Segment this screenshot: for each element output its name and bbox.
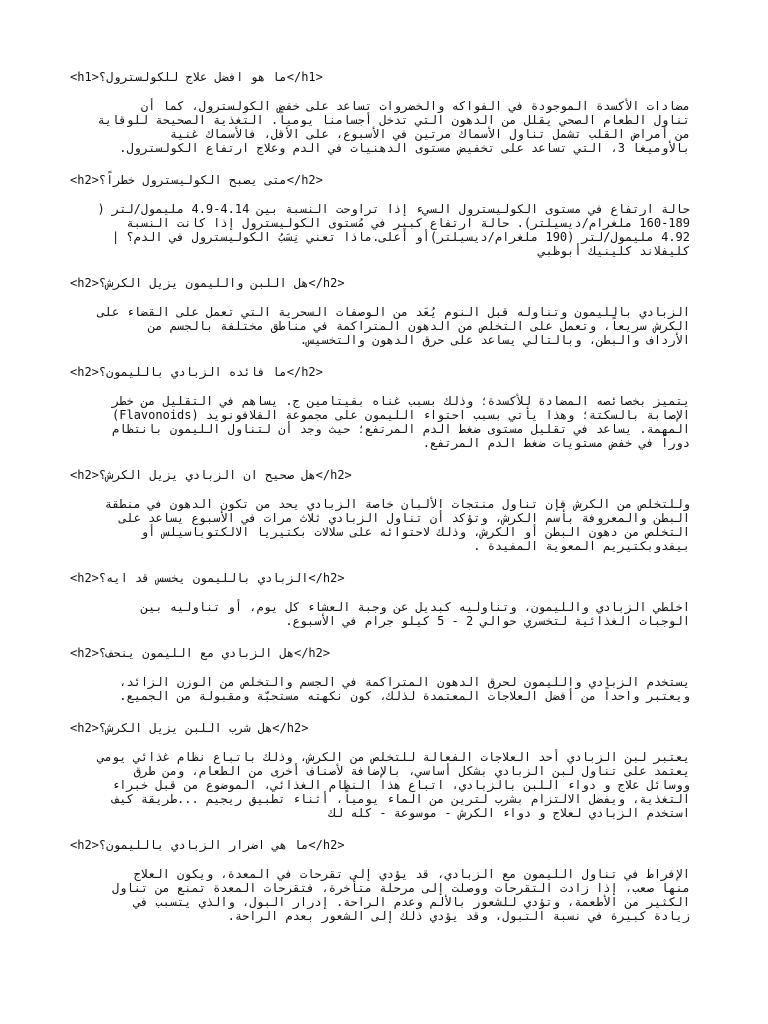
paragraph-line: الكثير من الأطعمة، وتؤدي للشعور بالألم وعدم الراحة. إدرار البول، والذي يتسبب في [133, 895, 690, 909]
section-heading: <h2>الزبادي بالليمون يخسس قد ايه؟</h2> [70, 571, 345, 585]
paragraph-line: يتميز بخصائصه المضادة للأكسدة؛ وذلك بسبب غناه بفيتامين ج. يساهم في التقليل من خطر [112, 394, 690, 408]
section-paragraph [70, 394, 690, 450]
section-paragraph [70, 675, 690, 703]
paragraph-line: التغذية، ويفضل الالتزام بشرب لترين من الماء يومياً، أثناء تطبيق ريجيم ...طريقة كيف [112, 792, 690, 806]
section-heading: <h2>ما فائده الزبادي بالليمون؟</h2> [70, 365, 323, 379]
paragraph-line: 160-189 ملغرام/ديسيلتر). حالة ارتفاع كبير في مُستوى الكوليسترول إذا كانت النسبة [126, 216, 690, 230]
paragraph-line: المهمة. يساعد في تقليل مستوى ضغط الدم المرتفع؛ حيث وجد أن لتناول الليمون بانتظام [112, 422, 690, 436]
section-yogurt-belly-truth [70, 468, 690, 553]
section-weight-loss-amount [70, 571, 690, 628]
section-heading: <h2>متى يصبح الكوليسترول خطراً؟</h2> [70, 173, 323, 187]
section-heading: <h2>هل صحيح ان الزبادي يزيل الكرش؟</h2> [70, 468, 352, 482]
paragraph-line: وللتخلص من الكرش فإن تناول منتجات الألبان خاصة الزبادي يحد من تكون الدهون في منطقة [104, 497, 690, 511]
paragraph-line: الأرداف والبطن، وبالتالي يساعد على حرق الدهون والتخسيس. [299, 333, 690, 347]
section-yogurt-lemon-slimming [70, 646, 690, 703]
paragraph-line: ووسائل علاج و دواء اللبن بالزبادي، اتباع هذا النظام الغذائي، الموضوع من قبل خبراء [112, 778, 690, 792]
paragraph-line: دوراً في خفض مستويات ضغط الدم المرتفع. [422, 436, 690, 450]
section-paragraph [70, 497, 690, 553]
paragraph-line: يستخدم الزبادي والليمون لحرق الدهون المتراكمة في الجسم والتخلص من الوزن الزائد، [119, 675, 690, 689]
section-paragraph [70, 202, 690, 258]
paragraph-line: يعتمد على تناول لبن الزبادي بشكل أساسي، بالإضافة لأصناف أخرى من الطعام، ومن طرق [133, 764, 690, 778]
section-paragraph [70, 600, 690, 628]
paragraph-line: يعتبر لبن الزبادي أحد العلاجات الفعالة للتخلص من الكرش، وذلك باتباع نظام غذائي يومي [97, 750, 690, 764]
section-yogurt-lemon-benefits [70, 365, 690, 450]
section-paragraph [70, 867, 690, 923]
section-paragraph [70, 750, 690, 820]
paragraph-line: بالأوميغا 3، التي تساعد على تخفيض مستوى الدهنيات في الدم وعلاج ارتفاع الكولسترول. [119, 141, 690, 155]
paragraph-line: البطن والمعروفة بأسم الكرش، وتؤكد أن تناول الزبادي ثلاث مرات في الأسبوع يساعد على [119, 511, 690, 525]
paragraph-line: الإصابة بالسكتة؛ وهذا يأتي بسبب احتواء الليمون على مجموعة الفلافونويد (Flavonoids) [112, 408, 690, 422]
section-heading: <h2>هل الزبادي مع الليمون ينحف؟</h2> [70, 646, 331, 660]
section-yogurt-lemon-harms [70, 838, 690, 923]
paragraph-line: استخدم الزبادي لعلاج و دواء الكرش - موسوعة - كله لك [328, 806, 690, 820]
paragraph-line: الإفراط في تناول الليمون مع الزبادي، قد يؤدي إلى تقرحات في المعدة، ويكون العلاج [133, 867, 690, 881]
document-page [70, 70, 690, 923]
paragraph-line: تناول الطعام الصحي يقلل من الدهون التي تدخل أجسامنا يومياً. التغذية الصحيحة للوقاية [97, 113, 690, 127]
paragraph-line: منها صعب، إذا زادت التقرحات ووصلت إلى مرحلة متأخرة، فتقرحات المعدة تمنع من تناول [112, 881, 690, 895]
paragraph-line: مضادات الأكسدة الموجودة في الفواكه والخضروات تساعد على خفض الكولسترول، كما أن [140, 99, 690, 113]
section-yogurt-lemon-belly [70, 276, 690, 347]
paragraph-line: من أمراض القلب تشمل تناول الأسماك مرتين في الأسبوع، على الأقل، فالأسماك غنية [169, 127, 690, 141]
section-heading: <h2>هل اللبن والليمون يزيل الكرش؟</h2> [70, 276, 345, 290]
section-cholesterol-treatment [70, 70, 690, 155]
paragraph-line: الوجبات الغذائية لتخسري حوالي 2 - 5 كيلو جرام في الأسبوع. [285, 614, 690, 628]
section-paragraph [70, 305, 690, 347]
paragraph-line: الكرش سريعاً، وتعمل على التخلص من الدهون المتراكمة في مناطق مختلفة بالجسم من [148, 319, 690, 333]
paragraph-line: 4.92 مليمول/لتر (190 ملغرام/ديسيلتر)أو أعلى.ماذا تعني نِسَبُ الكوليسترول في الدم؟ | [112, 230, 690, 244]
paragraph-line: التخلص من دهون البطن أو الكرش، وذلك لاحتوائه على سلالات بكتيريا الالكتوباسيلس أو [140, 525, 690, 539]
section-heading: <h1>ما هو افضل علاج للكولسترول؟</h1> [70, 70, 323, 84]
paragraph-line: زيادة كبيرة في نسبة التبول، وقد يؤدي ذلك إلى الشعور بعدم الراحة. [227, 909, 690, 923]
paragraph-line: حالة ارتفاع في مستوى الكوليسترول السيء إذا تراوحت النسبة بين 4.14-4.9 مليمول/لتر ( [97, 202, 690, 216]
section-cholesterol-danger [70, 173, 690, 258]
section-drinking-yogurt-belly [70, 721, 690, 820]
paragraph-line: كليفلاند كلينيك أبوظبي [538, 244, 690, 258]
paragraph-line: الزبادي بالليمون وتناوله قبل النوم يُعَد من الوصفات السحرية التي تعمل على القضاء على [97, 305, 690, 319]
section-heading: <h2>ما هي اضرار الزبادي بالليمون؟</h2> [70, 838, 345, 852]
paragraph-line: اخلطي الزبادي والليمون، وتناوليه كبديل عن وجبة العشاء كل يوم، أو تناوليه بين [140, 600, 690, 614]
section-heading: <h2>هل شرب اللبن يزيل الكرش؟</h2> [70, 721, 309, 735]
paragraph-line: ويعتبر واحداً من أفضل العلاجات المعتمدة لذلك، كون نكهته مستحبّة ومقبولة من الجميع. [119, 689, 690, 703]
section-paragraph [70, 99, 690, 155]
paragraph-line: بيفدوبكتيريم المعوية المفيدة . [473, 539, 690, 553]
